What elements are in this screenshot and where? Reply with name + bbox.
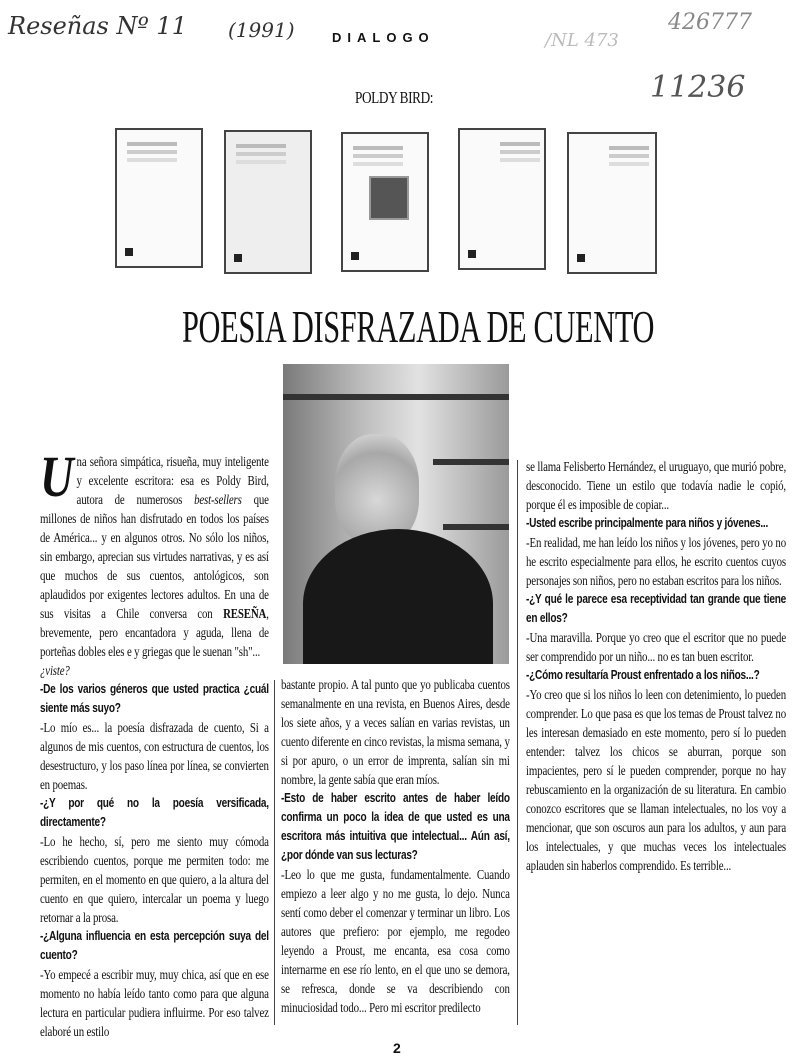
intro-italic: best-sellers — [194, 492, 242, 507]
book-cover — [115, 128, 203, 268]
section-label: DIALOGO — [332, 30, 435, 45]
intro-text: , brevemente, pero encantadora y aguda, llena de porteñas dobles eles e y griegas que le suenan "sh"... — [40, 606, 269, 659]
handwritten-code-note: 426777 — [668, 10, 752, 35]
book-cover — [458, 128, 546, 270]
page-number: 2 — [393, 1040, 401, 1056]
kicker: POLDY BIRD: — [355, 88, 434, 107]
interview-question: -Usted escribe principalmente para niños y jóvenes... — [526, 516, 769, 530]
interview-answer: -Lo mío es... la poesía disfrazada de cuento, Si a algunos de mis cuentos, con estructura de cuentos, los desestructuro, y los paso línea por línea, se convierten en poemas. — [40, 720, 269, 792]
interview-answer: -Una maravilla. Porque yo creo que el escritor que no puede ser comprendido por un niño... no es tan buen escritor. — [526, 630, 786, 664]
intro-text: que millones de niños han disfrutado en todos los países de América... y en algunos otros. No sólo los niños, sin embargo, aprecian sus virtudes narrativas, y es así que muchos de sus cuentos, antológicos, son aplaudidos por exigentes lectores adultos. En una de sus visitas a Chile conversa con — [40, 492, 269, 621]
magazine-name: RESEÑA — [223, 606, 267, 621]
interview-question: -De los varios géneros que usted practica ¿cuál siente más suyo? — [40, 682, 269, 715]
interview-question: -¿Y qué le parece esa receptividad tan grande que tiene en ellos? — [526, 592, 786, 625]
interview-question: -¿Alguna influencia en esta percepción suya del cuento? — [40, 929, 269, 962]
author-photo — [283, 364, 509, 664]
book-cover — [341, 132, 429, 272]
drop-cap: U — [40, 444, 74, 509]
article-headline: POESIA DISFRAZADA DE CUENTO — [182, 301, 655, 352]
handwritten-year-note: (1991) — [228, 18, 295, 42]
interview-question: -¿Y por qué no la poesía versificada, directamente? — [40, 796, 269, 829]
intro-paragraph — [40, 444, 269, 661]
intro-tail: ¿viste? — [40, 663, 70, 678]
book-cover — [224, 130, 312, 274]
handwritten-number-note: 11236 — [650, 70, 746, 105]
interview-answer: -Leo lo que me gusta, fundamentalmente. Cuando empiezo a leer algo y no me gusta, lo dejo. Nunca sentí como deber el comenzar y terminar un libro. Los autores que prefiero: por ejemplo, me regodeo leyendo a Proust, me encanta, esa cosa como internarme en ese río lento, en el que uno se demora, se refresca, donde se va describiendo con minuciosidad todo... Pero mi escritor predilecto — [281, 867, 510, 1015]
column-3 — [526, 457, 786, 875]
handwritten-faint-note: /NL 473 — [545, 30, 619, 51]
column-2 — [281, 675, 510, 1017]
interview-answer: se llama Felisberto Hernández, el uruguayo, que murió pobre, desconocido. Tiene un estilo que todavía nadie le copió, porque él es imposible de copiar... — [526, 459, 786, 512]
interview-question: -¿Cómo resultaría Proust enfrentado a los niños...? — [526, 668, 760, 682]
interview-answer: -En realidad, me han leído los niños y los jóvenes, pero yo no he escrito especialmente para ellos, he escrito cuentos cuyos personajes son niños, pero no estaban escritos para los niños. — [526, 535, 786, 588]
column-divider — [517, 460, 518, 1025]
book-covers — [100, 124, 700, 274]
interview-question: -Esto de haber escrito antes de haber leído confirma un poco la idea de que usted es una escritora más intuitiva que intelectual... Aún así, ¿por dónde van sus lecturas? — [281, 791, 510, 862]
book-cover — [567, 132, 657, 274]
handwritten-source-note: Reseñas Nº 11 — [8, 12, 187, 40]
interview-answer: -Yo empecé a escribir muy, muy chica, así que en ese momento no había leído tanto como para que alguna lectura en particular pudiera influirme. Por eso talvez elaboré un estilo — [40, 967, 269, 1039]
intro-text: na señora simpática, risueña, muy inteligente y excelente escritora: esa es Poldy Bird, autora de numerosos — [76, 454, 269, 507]
interview-answer: bastante propio. A tal punto que yo publicaba cuentos semanalmente en una revista, en Buenos Aires, desde los siete años, y a veces salían en varias revistas, un cuento diferente en cinco revistas, la misma semana, y si por apuro, o un error de imprenta, salían sin mi nombre, la gente sabía que eran míos. — [281, 677, 510, 787]
interview-answer: -Lo he hecho, sí, pero me siento muy cómoda escribiendo cuentos, porque me permiten todo: me permiten, en el momento en que quiero, a la altura del cuento en que quiero, intercalar un poema y luego retornar a la prosa. — [40, 834, 269, 925]
interview-answer: -Yo creo que si los niños lo leen con detenimiento, lo pueden comprender. Lo que pasa es que los temas de Proust talvez no les interesan demasiado en este momento, pero sí lo pueden entender: talvez los chicos se aburran, porque son impacientes, pero sí le pueden comprender, porque no hay rebuscamiento en la organización de su literatura. En cambio conozco escritores que se llaman intelectuales, no los voy a mencionar, que son oscuros aun para los adultos, y aun para los intelectuales, y que muchas veces los intelectuales aplauden sin haberlos comprendido. Es terrible... — [526, 687, 786, 873]
column-1 — [40, 444, 269, 1041]
column-divider — [274, 680, 275, 1025]
